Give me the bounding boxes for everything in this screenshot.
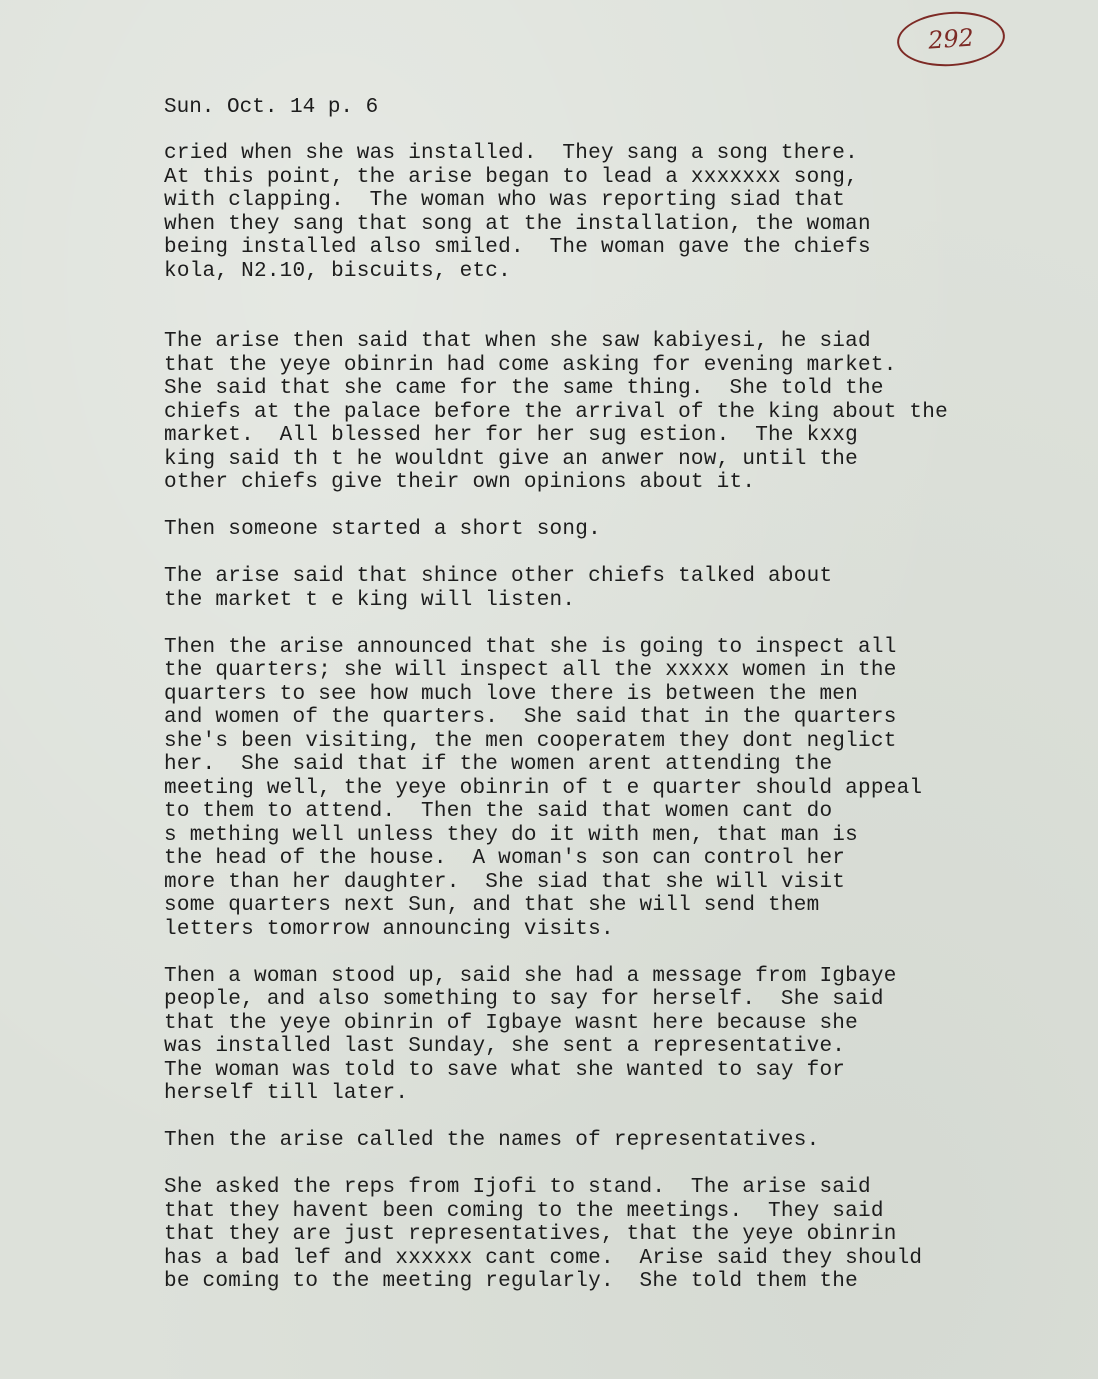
page-number-stamp: 292 [895,8,1007,69]
text-line: people, and also something to say for herself. She said [164,988,884,1011]
paragraph [164,142,1044,283]
text-line: be coming to the meeting regularly. She told them the [164,1270,859,1293]
paragraph [164,965,1044,1106]
text-line: herself till later. [164,1082,409,1105]
paragraph [164,565,1044,612]
text-line: the head of the house. A woman's son can control her [164,847,846,870]
paragraph [164,636,1044,942]
text-line: kola, N2.10, biscuits, etc. [164,259,512,283]
text-line: that the yeye obinrin of Igbaye wasnt here because she [164,1011,859,1035]
text-line: quarters to see how much love there is between the men [164,682,859,706]
text-line: Then the arise announced that she is going to inspect all [164,635,897,659]
text-line: the quarters; she will inspect all the xxxxx women in the [164,659,897,682]
text-line: The woman was told to save what she wanted to say for [164,1058,846,1082]
text-line: more than her daughter. She siad that she will visit [164,870,846,894]
paragraph [164,330,1044,495]
text-line: when they sang that song at the installation, the woman [164,212,871,236]
text-line: she's been visiting, the men cooperatem they dont neglict [164,729,897,753]
text-line: cried when she was installed. They sang a song there. [164,142,859,165]
text-line: that they havent been coming to the meetings. They said [164,1199,884,1223]
text-line: being installed also smiled. The woman gave the chiefs [164,236,871,259]
text-line: has a bad lef and xxxxxx cant come. Arise said they should [164,1246,923,1270]
text-line: Then the arise called the names of representatives. [164,1129,820,1152]
paragraph [164,1129,1044,1153]
text-line: At this point, the arise began to lead a xxxxxxx song, [164,165,859,189]
text-line: that they are just representatives, that the yeye obinrin [164,1223,897,1246]
text-line: The arise then said that when she saw kabiyesi, he siad [164,330,871,353]
text-line: other chiefs give their own opinions about it. [164,471,756,494]
paragraph [164,1176,1044,1294]
text-line: The arise said that shince other chiefs talked about [164,565,833,588]
text-line: her. She said that if the women arent attending the [164,753,833,776]
text-line: market. All blessed her for her sug estion. The kxxg [164,424,859,447]
text-line: with clapping. The woman who was reporting siad that [164,189,846,212]
text-line: king said th t he wouldnt give an anwer now, until the [164,447,859,471]
text-line: meeting well, the yeye obinrin of t e quarter should appeal [164,776,923,800]
paragraph [164,518,1044,542]
document-body [164,142,1044,1294]
text-line: Then a woman stood up, said she had a message from Igbaye [164,964,897,988]
text-line: to them to attend. Then the said that women cant do [164,800,833,823]
text-line: She asked the reps from Ijofi to stand. The arise said [164,1176,871,1199]
text-line: chiefs at the palace before the arrival of the king about the [164,400,948,424]
text-line: that the yeye obinrin had come asking for evening market. [164,353,897,377]
text-line: and women of the quarters. She said that in the quarters [164,706,897,729]
text-line: Then someone started a short song. [164,518,601,541]
text-line: letters tomorrow announcing visits. [164,917,614,941]
text-line: some quarters next Sun, and that she will send them [164,894,820,917]
page-header: Sun. Oct. 14 p. 6 [164,96,379,119]
text-line: was installed last Sunday, she sent a representative. [164,1035,846,1058]
text-line: She said that she came for the same thing. She told the [164,377,884,400]
text-line: the market t e king will listen. [164,588,576,612]
text-line: s mething well unless they do it with men, that man is [164,823,859,847]
